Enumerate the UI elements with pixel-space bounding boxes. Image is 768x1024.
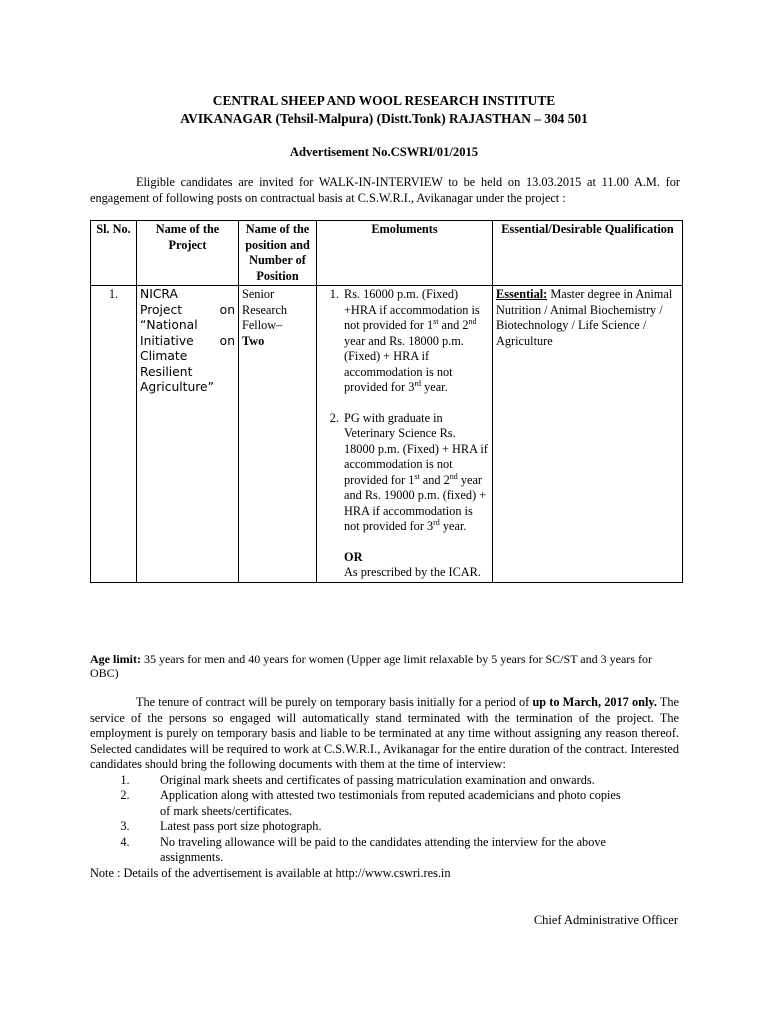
header-project-name: Name of the Project [137,221,239,286]
row-sl-no: 1. [91,286,137,583]
list-item: 3. Latest pass port size photograph. [120,819,322,833]
documents-list [90,773,679,866]
advertisement-number: Advertisement No.CSWRI/01/2015 [289,145,479,159]
position-name: Senior Research Fellow– [242,287,288,332]
emolument-or: OR As prescribed by the ICAR. [344,549,481,579]
header-emoluments: Emoluments [317,221,493,286]
header-position: Name of the position and Number of Position [239,221,317,286]
list-item: 4. No traveling allowance will be paid to the candidates attending the interview for the above assignments. [120,834,606,864]
table-row [91,286,683,583]
row-position [239,286,317,583]
row-qualification: Essential: Master degree in Animal Nutrition / Animal Biochemistry / Biotechnology / Life Science / Agriculture [493,286,683,583]
posts-table [90,220,683,583]
institute-name: CENTRAL SHEEP AND WOOL RESEARCH INSTITUTE [212,93,556,108]
emoluments-list [320,287,489,535]
row-project-name: NICRA Project on “National Initiative on Climate Resilient Agriculture” [137,286,239,583]
institute-address: AVIKANAGAR (Tehsil-Malpura) (Distt.Tonk) RAJASTHAN – 304 501 [180,111,588,126]
signatory: Chief Administrative Officer [533,913,678,927]
tenure-paragraph: The tenure of contract will be purely on temporary basis initially for a period of up to March, 2017 only. The service of the persons so engaged will automatically stand terminated with the termination of the project. The employment is purely on temporary basis and liable to be terminated at any time without assigning any reason thereof. Selected candidates will be required to work at C.S.W.R.I., Avikanagar for the entire duration of the contract. Interested candidates should bring the following documents with them at the time of interview: [90,695,679,771]
header-qualification: Essential/Desirable Qualification [493,221,683,286]
list-item: 1. Original mark sheets and certificates of passing matriculation examination and onwards. [120,772,595,787]
header-sl-no: Sl. No. [91,221,137,286]
emolument-item: 1. Rs. 16000 p.m. (Fixed) +HRA if accommodation is not provided for 1st and 2nd year and Rs. 18000 p.m. (Fixed) + HRA if accommodation is not provided for 3rd year. [342,287,489,396]
tenure-section [90,695,679,881]
list-item: 2. Application along with attested two testimonials from reputed academicians and photo copies of mark sheets/certificates. [120,788,621,818]
intro-paragraph: Eligible candidates are invited for WALK-IN-INTERVIEW to be held on 13.03.2015 at 11.00 A.M. for engagement of following posts on contractual basis at C.S.W.R.I., Avikanagar under the project : [90,175,680,205]
emolument-item: 2. PG with graduate in Veterinary Science Rs. 18000 p.m. (Fixed) + HRA if accommodation is not provided for 1st and 2nd year and Rs. 19000 p.m. (fixed) + HRA if accommodation is not provided for 3rd year. [342,411,489,535]
table-header-row [91,221,683,286]
note-line: Note : Details of the advertisement is available at http://www.cswri.res.in [90,865,451,880]
row-emoluments [317,286,493,583]
position-count: Two [242,333,265,348]
age-limit: Age limit: 35 years for men and 40 years for women (Upper age limit relaxable by 5 years for SC/ST and 3 years for OBC) [90,652,652,680]
